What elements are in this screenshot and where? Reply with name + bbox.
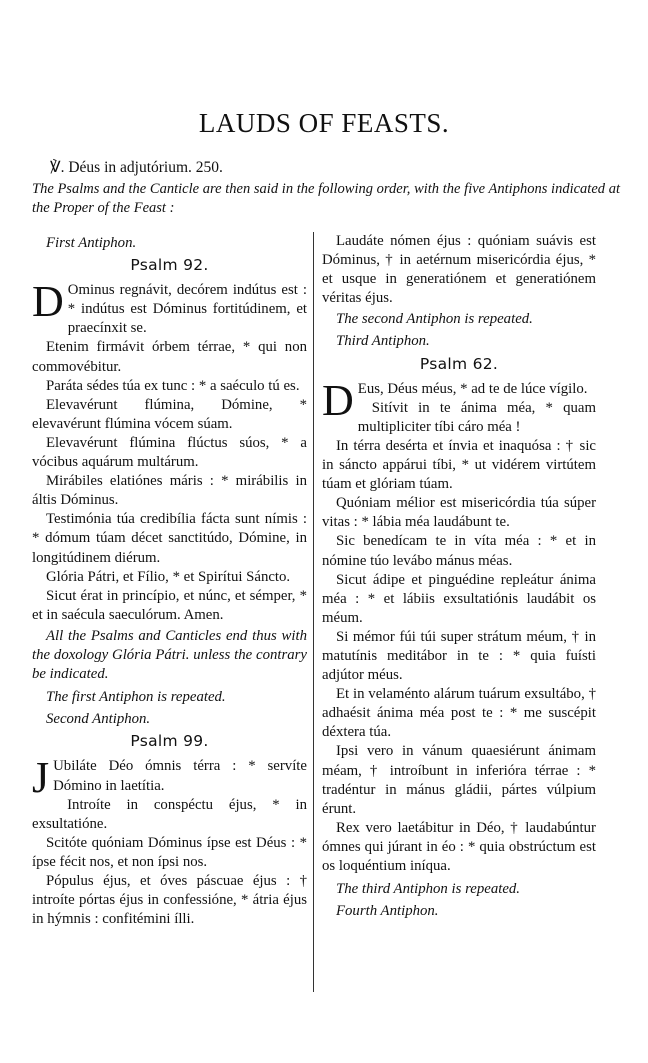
psalm-92-verse: Glória Pátri, et Fílio, * et Spirítui Sáncto.	[46, 568, 291, 585]
verse-text: Eus, Déus méus, * ad te de lúce vígilo.	[357, 380, 588, 397]
psalm-92-verse: Sicut érat in princípio, et núnc, et sémper, * et in saécula saeculórum. Amen.	[32, 587, 307, 623]
psalm-92-verse: Etenim firmávit órbem térrae, * qui non commovébitur.	[32, 339, 307, 375]
psalm-92-heading: Psalm 92.	[130, 256, 209, 275]
psalm-99-verse: Laudáte nómen éjus : quóniam suávis est Dóminus, † in aetérnum misericórdia éjus, * et usque in generatiónem et generatiónem véritas éjus.	[322, 233, 596, 307]
first-antiphon-repeat-rubric: The first Antiphon is repeated.	[46, 689, 226, 706]
psalm-62-heading: Psalm 62.	[419, 354, 499, 373]
psalm-62-verse: Si mémor fúi túi super strátum méum, † in matutínis meditábor in te : * quia fuísti adjútor méus.	[322, 628, 596, 684]
psalm-99-verse: Pópulus éjus, et óves páscuae éjus : † introíte pórtas éjus in confessióne, * átria éjus in hýmnis : confitémini ílli.	[32, 873, 307, 928]
versicle: ℣. Déus in adjutórium. 250.	[50, 159, 223, 176]
psalm-99-verse: Scitóte quóniam Dóminus ípse est Déus : * ípse fécit nos, et non ípsi nos.	[32, 834, 307, 870]
right-column	[322, 232, 596, 924]
psalm-62-verse: Ipsi vero in vánum quaesiérunt ánimam méam, † introíbunt in inferióra térrae : * tradéntur in mánus gládii, pártes vúlpium érunt.	[322, 743, 596, 817]
psalm-62-verse: Sitívit in te ánima méa, * quam multipliciter tíbi cáro méa !	[357, 399, 596, 435]
psalm-99-verse	[32, 753, 307, 803]
second-antiphon-repeat-rubric: The second Antiphon is repeated.	[336, 311, 533, 328]
psalm-92-verse: Elevavérunt flúmina flúctus súos, * a vócibus aquárum multárum.	[32, 434, 307, 471]
drop-cap: D	[322, 375, 354, 425]
column-divider	[313, 232, 314, 992]
drop-cap: J	[32, 753, 50, 803]
fourth-antiphon-rubric: Fourth Antiphon.	[336, 903, 439, 920]
psalm-62-verse: Et in velaménto alárum tuárum exsultábo, † adhaésit ánima méa post te : * me suscépit déxtera túa.	[322, 686, 596, 741]
psalm-62-verse: Sicut ádipe et pinguédine repleátur ánima méa : * et lábiis exsultatiónis laudábit os méum.	[322, 571, 596, 626]
psalm-99-heading: Psalm 99.	[130, 732, 209, 751]
drop-cap: D	[32, 277, 64, 327]
psalm-62-verse: Sic benedícam te in víta méa : * et in nómine túo levábo mánus méas.	[322, 533, 596, 569]
verse-text: Ubiláte Déo ómnis térra : * servíte Dómino in laetítia.	[53, 758, 307, 794]
second-antiphon-rubric: Second Antiphon.	[46, 711, 151, 728]
verse-text: Ominus regnávit, decórem indútus est : * indútus est Dóminus fortitúdinem, et praecínxit se.	[67, 282, 307, 337]
intro-rubric: The Psalms and the Canticle are then said in the following order, with the five Antiphons indicated at the Proper of the Feast :	[32, 181, 620, 216]
page-title: LAUDS OF FEASTS.	[198, 108, 450, 138]
third-antiphon-rubric: Third Antiphon.	[336, 333, 430, 350]
third-antiphon-repeat-rubric: The third Antiphon is repeated.	[336, 881, 520, 898]
psalm-92-verse: Elevavérunt flúmina, Dómine, * elevavérunt flúmina vócem súam.	[32, 396, 307, 432]
psalm-62-verse: Rex vero laetábitur in Déo, † laudabúntur ómnes qui júrant in éo : * quia obstrúctum est os loquéntium iníqua.	[322, 819, 596, 874]
psalm-92-verse	[32, 277, 307, 338]
first-antiphon-rubric: First Antiphon.	[46, 235, 137, 251]
left-column	[32, 232, 307, 929]
psalm-99-verse: Introíte in conspéctu éjus, * in exsultatióne.	[32, 796, 307, 832]
psalm-62-verse: Quóniam mélior est misericórdia túa súper vitas : * lábia méa laudábunt te.	[322, 495, 596, 531]
psalm-92-verse: Testimónia túa credibília fácta sunt nímis : * dómum túam décet sanctitúdo, Dómine, in longitúdinem diérum.	[32, 511, 307, 566]
psalm-92-verse: Mirábiles elatiónes máris : * mirábilis in áltis Dóminus.	[32, 473, 307, 509]
psalm-92-verse: Paráta sédes túa ex tunc : * a saéculo tú es.	[46, 377, 300, 394]
doxology-rubric: All the Psalms and Canticles end thus with the doxology Glória Pátri. unless the contrary be indicated.	[32, 627, 307, 683]
psalm-62-verse: In térra desérta et ínvia et inaquósa : † sic in sáncto appárui tíbi, * ut vidérem virtútem túam et glóriam túam.	[322, 437, 596, 493]
